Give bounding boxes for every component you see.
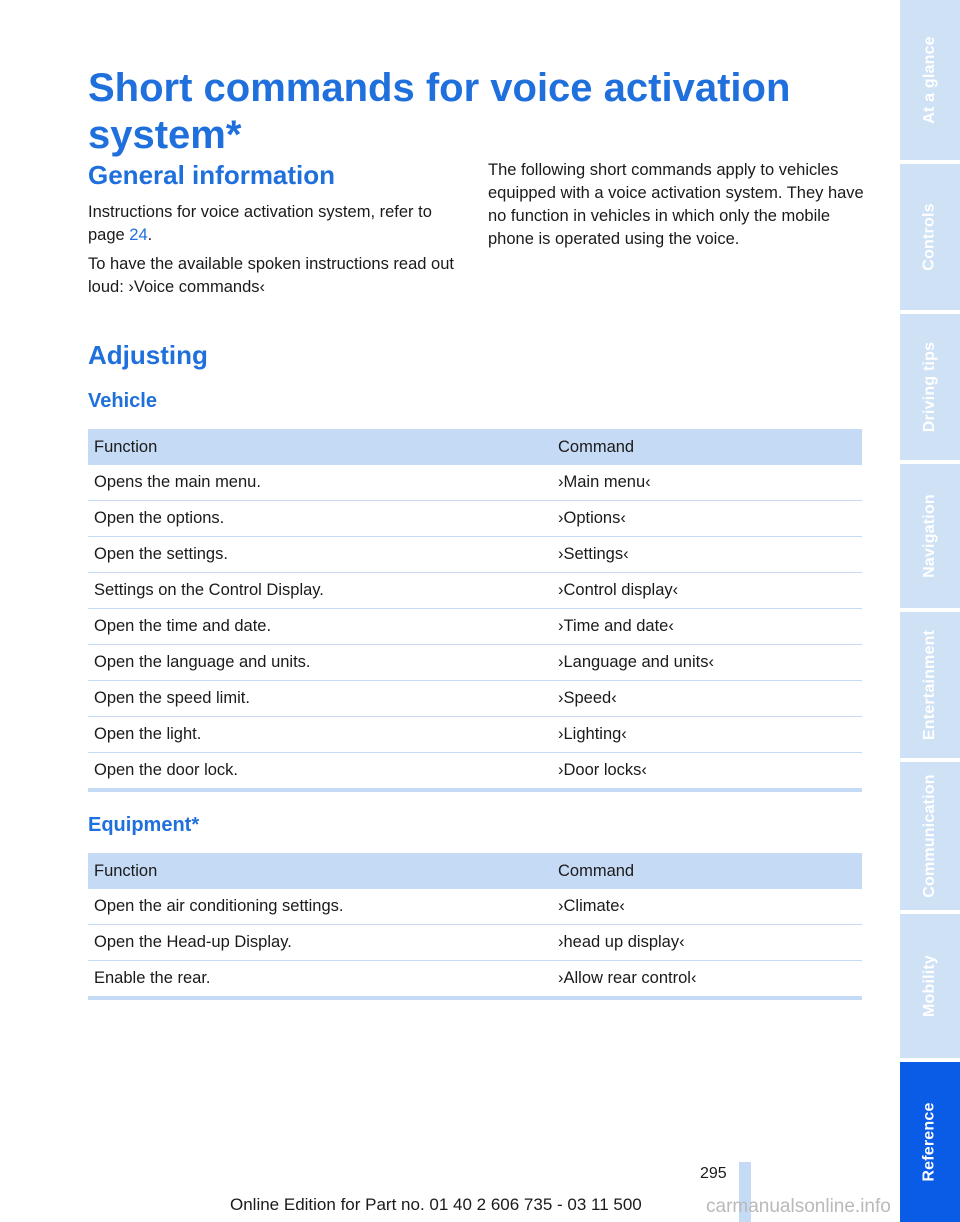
side-tab-driving-tips[interactable] — [900, 314, 960, 460]
page-number: 295 — [700, 1165, 727, 1182]
instructions-period: . — [147, 226, 153, 244]
page-title: Short commands for voice activation system* — [88, 65, 791, 157]
command-cell: ›Main menu‹ — [552, 465, 862, 501]
chapter-side-navigation — [900, 0, 960, 1222]
vehicle-commands-table — [88, 429, 862, 792]
table-header-row — [88, 853, 862, 889]
command-cell: ›Settings‹ — [552, 537, 862, 573]
command-cell: ›Allow rear control‹ — [552, 961, 862, 999]
function-cell: Opens the main menu. — [88, 465, 552, 501]
side-tab-controls[interactable] — [900, 164, 960, 310]
table-row — [88, 961, 862, 999]
table-row — [88, 717, 862, 753]
spoken-instructions-paragraph: To have the available spoken instructions read out loud: ›Voice commands‹ — [88, 255, 454, 296]
table-row — [88, 681, 862, 717]
short-commands-paragraph: The following short commands apply to vehicles equipped with a voice activation system. They have no function in vehicles in which only the mobile phone is operated using the voice. — [488, 161, 864, 248]
vehicle-heading: Vehicle — [88, 390, 157, 412]
table-row — [88, 501, 862, 537]
side-tab-navigation[interactable] — [900, 464, 960, 608]
general-information-heading: General information — [88, 160, 336, 190]
column-header-function: Function — [88, 429, 552, 465]
table-row — [88, 573, 862, 609]
side-tab-label: Controls — [921, 203, 938, 271]
command-cell: ›Speed‹ — [552, 681, 862, 717]
side-tab-label: Driving tips — [921, 341, 939, 433]
function-cell: Open the Head-up Display. — [88, 925, 552, 961]
function-cell: Open the light. — [88, 717, 552, 753]
side-tab-label: Entertainment — [921, 629, 939, 741]
equipment-commands-table — [88, 853, 862, 1000]
table-row — [88, 925, 862, 961]
side-tab-label: At a glance — [921, 36, 938, 124]
command-cell: ›Options‹ — [552, 501, 862, 537]
side-tab-label: Reference — [921, 1102, 938, 1182]
table-row — [88, 465, 862, 501]
table-row — [88, 753, 862, 791]
command-cell: ›Climate‹ — [552, 889, 862, 925]
general-right-column — [488, 159, 864, 257]
function-cell: Enable the rear. — [88, 961, 552, 999]
function-cell: Open the air conditioning settings. — [88, 889, 552, 925]
command-cell: ›Lighting‹ — [552, 717, 862, 753]
side-tab-label: Communication — [921, 774, 938, 898]
general-left-column — [88, 201, 466, 305]
side-tab-reference[interactable] — [900, 1062, 960, 1222]
table-row — [88, 889, 862, 925]
instructions-text: Instructions for voice activation system, refer to page — [88, 203, 432, 244]
command-cell: ›Door locks‹ — [552, 753, 862, 791]
side-tab-communication[interactable] — [900, 762, 960, 910]
table-header-row — [88, 429, 862, 465]
command-cell: ›Time and date‹ — [552, 609, 862, 645]
side-tab-entertainment[interactable] — [900, 612, 960, 758]
table-row — [88, 609, 862, 645]
adjusting-heading: Adjusting — [88, 340, 208, 370]
side-tab-label: Mobility — [921, 954, 939, 1018]
table-row — [88, 537, 862, 573]
command-cell: ›head up display‹ — [552, 925, 862, 961]
function-cell: Open the options. — [88, 501, 552, 537]
side-tab-at-a-glance[interactable] — [900, 0, 960, 160]
instructions-paragraph — [88, 201, 466, 247]
edition-footer: Online Edition for Part no. 01 40 2 606 735 - 03 11 500 — [230, 1195, 642, 1214]
function-cell: Open the speed limit. — [88, 681, 552, 717]
function-cell: Open the settings. — [88, 537, 552, 573]
column-header-command: Command — [552, 853, 862, 889]
watermark: carmanualsonline.info — [706, 1196, 891, 1217]
column-header-function: Function — [88, 853, 552, 889]
function-cell: Open the time and date. — [88, 609, 552, 645]
column-header-command: Command — [552, 429, 862, 465]
function-cell: Open the language and units. — [88, 645, 552, 681]
command-cell: ›Language and units‹ — [552, 645, 862, 681]
function-cell: Settings on the Control Display. — [88, 573, 552, 609]
page-link[interactable]: 24 — [129, 226, 148, 244]
side-tab-mobility[interactable] — [900, 914, 960, 1058]
function-cell: Open the door lock. — [88, 753, 552, 791]
command-cell: ›Control display‹ — [552, 573, 862, 609]
equipment-heading: Equipment* — [88, 814, 200, 836]
table-row — [88, 645, 862, 681]
side-tab-label: Navigation — [921, 494, 939, 578]
